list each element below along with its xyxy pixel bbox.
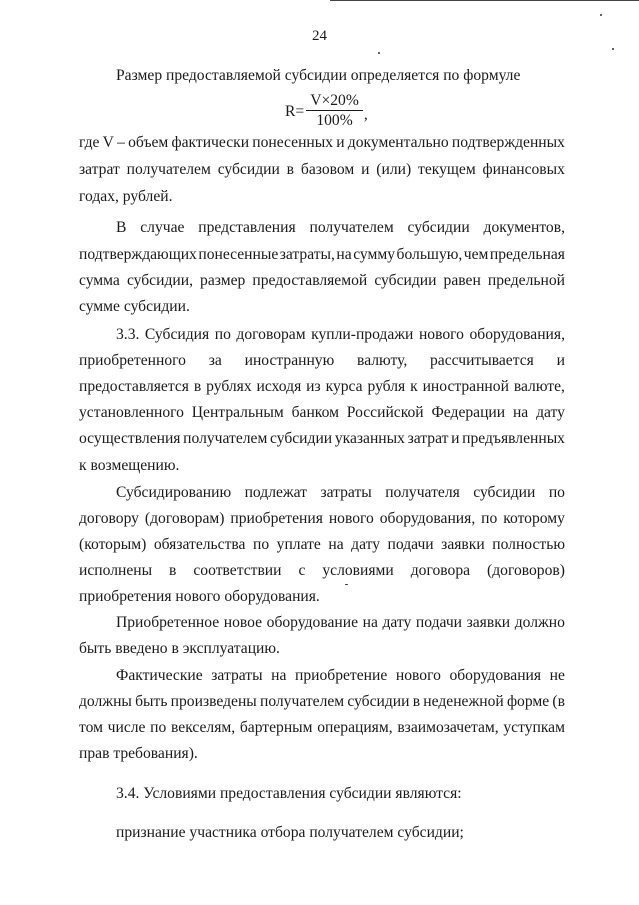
word: (или) (376, 161, 412, 178)
text-line: сумме субсидии. (79, 298, 190, 315)
word: получателем (183, 430, 268, 447)
word: документов, (483, 219, 565, 236)
word: получателя (385, 484, 460, 501)
word: (которым) (79, 536, 147, 553)
formula-denominator: 100% (316, 112, 353, 129)
word: с (298, 562, 306, 579)
word: затрат (79, 161, 120, 178)
word: и (336, 134, 345, 151)
word: оборудования (449, 667, 542, 684)
word: получателем (309, 219, 394, 236)
word: получателем (126, 161, 211, 178)
word: заявки (441, 536, 485, 553)
text-line: приобретения нового оборудования. (79, 588, 320, 605)
word: Субсидированию (116, 484, 232, 501)
text-line (79, 246, 565, 264)
word: форме (506, 693, 550, 710)
word: купли-продажи (311, 326, 414, 343)
word: исходя (256, 378, 302, 395)
word: получателем (259, 693, 345, 710)
formula (285, 92, 368, 131)
formula-numerator: V×20% (306, 92, 363, 111)
text-line: быть введено в эксплуатацию. (79, 640, 280, 657)
word: том (79, 719, 103, 736)
word: большую, (396, 246, 463, 263)
text-line (116, 667, 565, 685)
scan-speck (612, 48, 614, 50)
word: указанных (334, 430, 405, 447)
word: предельная (489, 246, 565, 263)
scan-speck (600, 14, 602, 16)
word: – (117, 134, 125, 151)
word: из (306, 378, 321, 395)
word: нового (418, 326, 464, 343)
text-line (79, 510, 565, 528)
word: приобретенного (79, 352, 186, 369)
word: приобретение (295, 667, 388, 684)
word: и (556, 352, 565, 369)
word: представления (198, 219, 296, 236)
word: сумма (79, 272, 120, 289)
word: рубля (367, 378, 406, 395)
word: бартерным (239, 719, 313, 736)
word: Центральным (191, 404, 284, 421)
word: подлежат (244, 484, 307, 501)
text-line (116, 326, 565, 344)
word: по (548, 484, 565, 501)
word: произведены (170, 693, 257, 710)
word: дату (382, 614, 412, 631)
word: новое (223, 614, 263, 631)
formula-fraction (306, 92, 363, 131)
word: Российской (346, 404, 424, 421)
word: в (412, 693, 421, 710)
word: операциям, (317, 719, 393, 736)
word: (договоров) (487, 562, 565, 579)
word: установленного (79, 404, 184, 421)
word: в (169, 562, 177, 579)
word: валюту, (357, 352, 408, 369)
word: и (451, 430, 460, 447)
word: сумму (353, 246, 396, 263)
word: за (208, 352, 222, 369)
word: Приобретенное (116, 614, 220, 631)
word: субсидии (217, 161, 280, 178)
word: затрат (407, 430, 449, 447)
text-line: годах, рублей. (79, 188, 173, 205)
word: рассчитывается (429, 352, 534, 369)
word: соответствии (193, 562, 282, 579)
word: дату (536, 404, 565, 421)
word: подтвержденных (451, 134, 565, 151)
word: Субсидия (144, 326, 210, 343)
word: затраты (320, 484, 372, 501)
word: (в (552, 693, 565, 710)
text-line (79, 404, 565, 422)
word: на (362, 614, 378, 631)
word: субсидии (347, 693, 410, 710)
word: договора (410, 562, 471, 579)
word: которому (503, 510, 565, 527)
text-line (116, 614, 565, 632)
word: валюте, (513, 378, 565, 395)
word: Фактические (116, 667, 203, 684)
word: должно (514, 614, 565, 631)
word: чем (463, 246, 489, 263)
word: не (549, 667, 565, 684)
word: заявки (466, 614, 511, 631)
word: взаимозачетам, (397, 719, 499, 736)
word: курса (325, 378, 363, 395)
word: осуществления (79, 430, 181, 447)
word: исполнены (79, 562, 153, 579)
word: Федерации (431, 404, 506, 421)
word: (договорам) (144, 510, 225, 527)
word: по (214, 326, 231, 343)
word: затраты, (279, 246, 335, 263)
word: оборудование (266, 614, 359, 631)
word: в (193, 378, 202, 395)
text-line (79, 693, 565, 711)
word: на (512, 404, 529, 421)
word: быть (135, 693, 168, 710)
word: где (79, 134, 100, 151)
word: договору (79, 510, 139, 527)
word: векселям, (171, 719, 236, 736)
word: предельной (487, 272, 565, 289)
word: V (102, 134, 114, 151)
page-number: 24 (312, 28, 327, 44)
word: уступкам (503, 719, 565, 736)
word: подачи (387, 536, 434, 553)
word: равен (443, 272, 481, 289)
word: размер (200, 272, 246, 289)
word: 3.3. (116, 326, 140, 343)
text-line: к возмещению. (79, 457, 180, 474)
word: неденежной (423, 693, 504, 710)
word: обязательства (153, 536, 246, 553)
word: оборудования, (379, 510, 476, 527)
word: должны (79, 693, 132, 710)
word: в (286, 161, 295, 178)
word: по (252, 536, 270, 553)
word: понесенных (252, 134, 334, 151)
word: базовом (300, 161, 355, 178)
word: банком (291, 404, 339, 421)
section-heading-3-4: 3.4. Условиями предоставления субсидии являются: (116, 785, 462, 802)
text-line (79, 719, 565, 737)
word: на (336, 246, 352, 263)
word: подачи (415, 614, 463, 631)
text-line (79, 536, 565, 554)
word: нового (395, 667, 441, 684)
word: субсидии (407, 219, 470, 236)
word: договорам (236, 326, 306, 343)
word: объем (128, 134, 169, 151)
word: предоставляется (79, 378, 189, 395)
word: текущем (418, 161, 476, 178)
word: условиями (322, 562, 394, 579)
scan-speck (345, 584, 348, 585)
formula-comma: , (363, 106, 368, 123)
word: по (481, 510, 498, 527)
word: полностью (492, 536, 565, 553)
word: В (116, 219, 127, 236)
word: числе (107, 719, 146, 736)
word: финансовых (482, 161, 565, 178)
word: субсидии (270, 430, 333, 447)
text-line (79, 430, 565, 448)
formula-intro: Размер предоставляемой субсидии определяется по формуле (116, 67, 521, 84)
word: уплате (276, 536, 321, 553)
word: понесенные (198, 246, 279, 263)
word: к (410, 378, 418, 395)
text-line (79, 272, 565, 290)
word: случае (140, 219, 185, 236)
text-line (116, 484, 565, 502)
word: субсидии (374, 272, 437, 289)
word: дату (351, 536, 381, 553)
word: оборудования, (469, 326, 565, 343)
text-line (79, 562, 565, 580)
scan-speck (378, 52, 380, 54)
text-line: признание участника отбора получателем субсидии; (116, 824, 464, 841)
text-line (116, 219, 565, 237)
word: предъявленных (462, 430, 565, 447)
text-line: прав требования). (79, 745, 198, 762)
formula-lhs: R= (285, 102, 305, 120)
word: по (150, 719, 167, 736)
top-edge-rule (330, 0, 639, 1)
text-line (79, 352, 565, 370)
text-line (79, 161, 565, 179)
word: субсидии (473, 484, 536, 501)
word: рублях (206, 378, 252, 395)
word: на (328, 536, 344, 553)
word: и (361, 161, 370, 178)
word: приобретения (230, 510, 323, 527)
word: документально (347, 134, 449, 151)
word: на (271, 667, 287, 684)
word: иностранную (244, 352, 335, 369)
text-line (79, 134, 565, 152)
word: фактически (171, 134, 250, 151)
word: нового (328, 510, 374, 527)
text-line (79, 378, 565, 396)
word: подтверждающих (79, 246, 197, 263)
word: субсидии, (126, 272, 193, 289)
word: затраты (211, 667, 263, 684)
word: иностранной (422, 378, 509, 395)
word: предоставляемой (252, 272, 368, 289)
